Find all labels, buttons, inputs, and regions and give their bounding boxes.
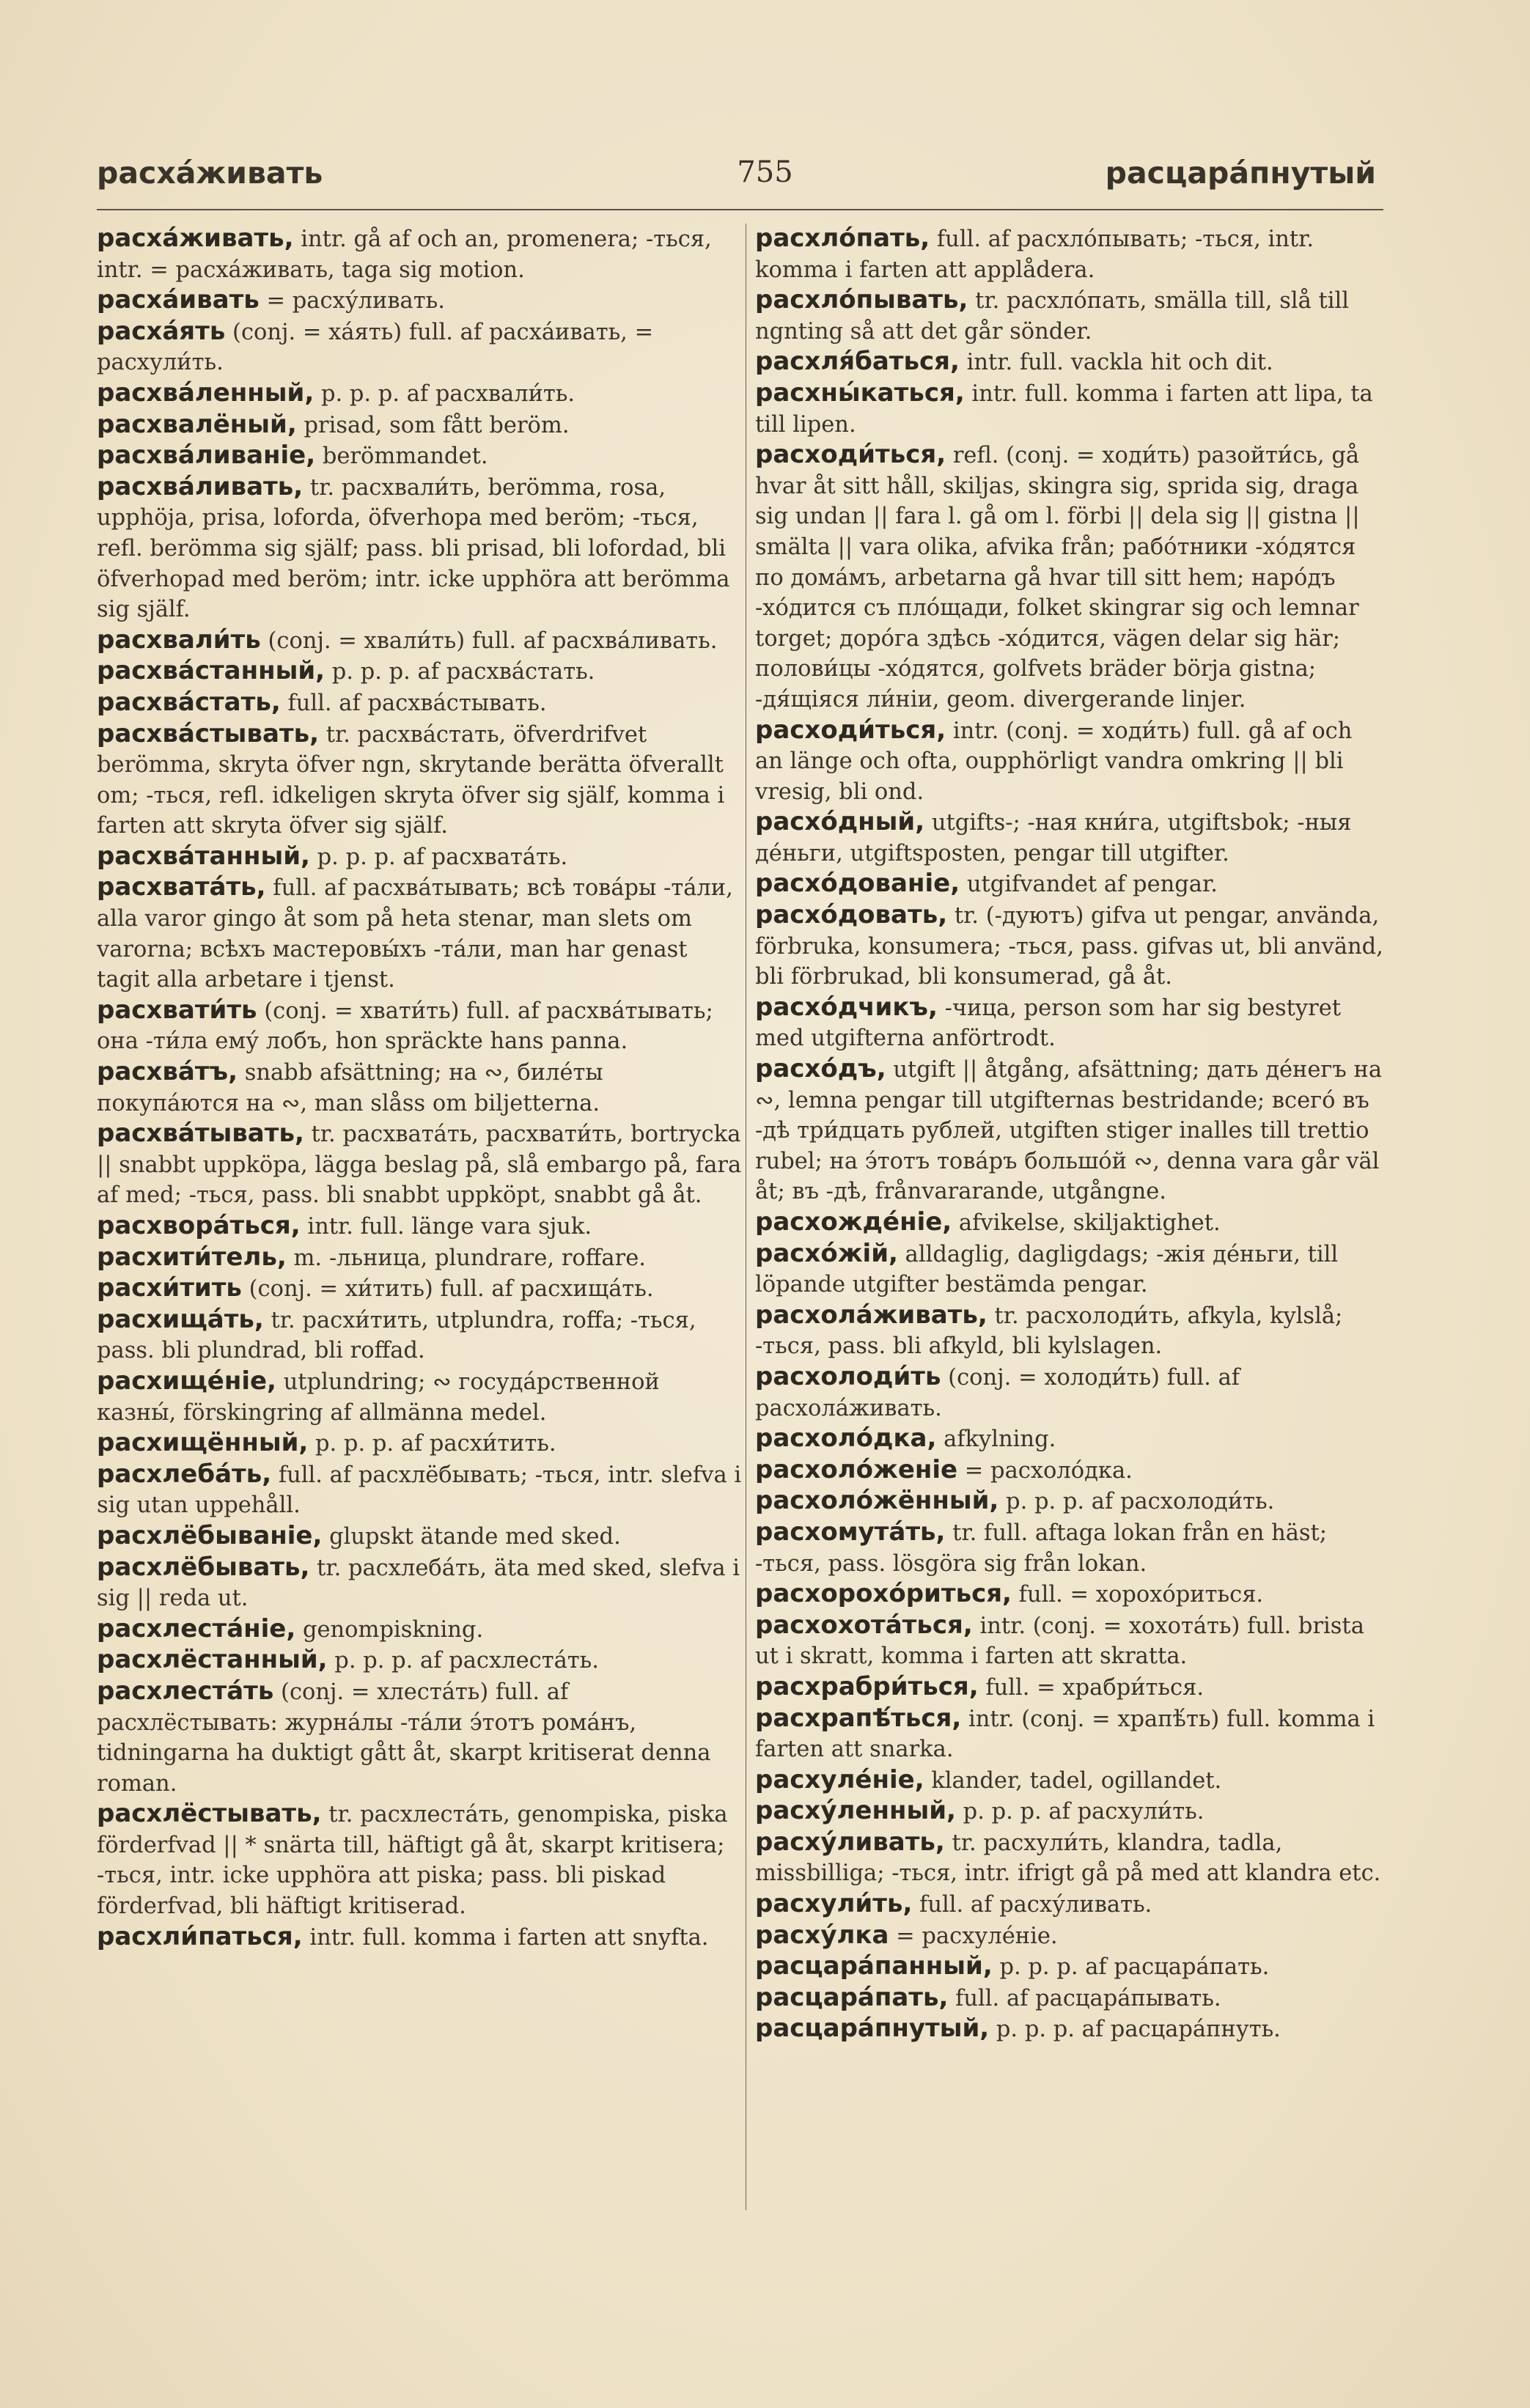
entry-definition: klander, tadel, ogillandet. [924, 1767, 1222, 1794]
dictionary-entry [97, 719, 742, 842]
dictionary-entry [755, 715, 1386, 808]
entry-definition: berömmandet. [315, 443, 488, 470]
dictionary-entry [97, 1305, 742, 1366]
dictionary-entry [97, 224, 742, 285]
entry-definition: refl. (conj. = ходи́ть) разойти́сь, gå hvar åt sitt håll, skiljas, skingra sig, sprida sig, draga sig undan || fara l. gå om l. förbi || dela sig || gistna || smälta || vara olika, afvika från; рабо́тники -хо́дятся по дома́мъ, arbetarna gå hvar till sitt hem; наро́дъ -хо́дится съ пло́щади, folket skingrar sig och lemnar torget; доро́га здѣсь -хо́дится, vägen delar sig här; полови́цы -хо́дятся, golfvets bräder börja gistna; -дя́щіяся ли́ніи, geom. divergerande linjer. [755, 443, 1360, 713]
dictionary-entry [755, 1239, 1386, 1300]
entry-headword: расхлёстывать, [97, 1799, 322, 1829]
dictionary-entry [755, 1579, 1386, 1610]
entry-definition: p. p. p. af расхлеста́ть. [327, 1648, 599, 1674]
dictionary-entry [97, 656, 742, 688]
entry-headword: расхо́дчикъ, [755, 992, 938, 1022]
dictionary-entry [755, 2014, 1386, 2045]
entry-definition: utgifts-; -ная кни́га, utgiftsbok; -ныя де́ньги, utgiftsposten, pengar till utgifter. [755, 810, 1352, 866]
entry-headword: расхлеба́ть, [97, 1459, 272, 1489]
dictionary-entry [755, 1704, 1386, 1765]
page-number: 755 [737, 155, 793, 189]
entry-definition: full. af расхлёбывать; -ться, intr. slefva i sig utan uppehåll. [97, 1462, 742, 1519]
entry-definition: full. af расхва́стывать. [280, 690, 547, 716]
entry-definition: full. = храбри́ться. [978, 1674, 1204, 1701]
dictionary-entry [755, 869, 1386, 900]
entry-headword: расхоло́дка, [755, 1424, 937, 1454]
dictionary-entry [97, 995, 742, 1057]
entry-definition: utplundring; ∾ госуда́рственной казны́, förskingring af allmänna medel. [97, 1369, 660, 1426]
dictionary-entry [97, 1428, 742, 1459]
entry-headword: расхва́ливаніе, [97, 441, 316, 471]
dictionary-entry [755, 1796, 1386, 1827]
entry-headword: расхли́паться, [97, 1921, 303, 1951]
entry-headword: расхули́ть, [755, 1889, 913, 1919]
right-column [755, 224, 1386, 2045]
entry-headword: расхва́ливать, [97, 471, 304, 501]
dictionary-entry [97, 410, 742, 441]
entry-headword: расхище́ніе, [97, 1366, 276, 1396]
entry-headword: расхожде́ніе, [755, 1207, 952, 1237]
entry-definition: tr. расхва́стать, öfverdrifvet berömma, skryta öfver ngn, skrytande berätta öfverallt om; -ться, refl. idkeligen skryta öfver sig själf, komma i farten att skryta öfver sig själf. [97, 721, 725, 839]
entry-headword: расхны́каться, [755, 378, 965, 408]
header-rule [97, 209, 1383, 210]
entry-definition: intr. full. länge vara sjuk. [300, 1214, 592, 1240]
dictionary-entry [97, 441, 742, 472]
entry-headword: расхлеста́ніе, [97, 1613, 296, 1643]
entry-definition: full. af расху́ливать. [912, 1892, 1152, 1918]
dictionary-entry [97, 1922, 742, 1954]
entry-headword: расху́лка [755, 1920, 889, 1950]
entry-definition: (conj. = холоди́ть) full. af расхола́живать. [755, 1364, 1240, 1421]
dictionary-entry [755, 1889, 1386, 1921]
entry-headword: расцара́пнутый, [755, 2014, 990, 2044]
entry-headword: расхва́тывать, [97, 1119, 304, 1149]
entry-headword: расхвора́ться, [97, 1211, 301, 1240]
entry-headword: расхвалёный, [97, 409, 297, 439]
entry-headword: расхло́пать, [755, 224, 930, 253]
entry-headword: расхо́дъ, [755, 1054, 886, 1084]
entry-definition: tr. расхвали́ть, berömma, rosa, upphöja, prisa, loforda, öfverhopa med beröm; -ться, refl. berömma sig själf; pass. bli prisad, bli lofordad, bli öfverhopad med beröm; intr. icke upphöra att berömma sig själf. [97, 474, 730, 623]
dictionary-entry [97, 1614, 742, 1646]
entry-definition: (conj. = ха́ять) full. af расха́ивать, = расхули́ть. [97, 319, 654, 376]
entry-definition: p. p. p. af расхолоди́ть. [998, 1489, 1275, 1515]
entry-headword: расхо́жій, [755, 1238, 898, 1268]
entry-headword: расцара́пать, [755, 1982, 949, 2012]
dictionary-entry [97, 1676, 742, 1799]
dictionary-entry [755, 1362, 1386, 1424]
entry-definition: afkylning. [936, 1426, 1056, 1453]
dictionary-entry [755, 1455, 1386, 1487]
dictionary-entry [97, 317, 742, 378]
entry-definition: p. p. p. af расхва́стать. [325, 659, 595, 685]
entry-definition: utgift || åtgång, afsättning; дать де́негъ на ∾, lemna pengar till utgifternas bestridande; всего́ въ -дѣ три́дцать рублей, utgiften stiger inalles till trettio rubel; на э́тотъ това́ръ большо́й ∾, denna vara går väl åt; въ -дѣ, frånvararande, utgångne. [755, 1057, 1383, 1205]
entry-headword: расхища́ть, [97, 1304, 264, 1334]
dictionary-entry [755, 1610, 1386, 1672]
entry-definition: -чица, person som har sig bestyret med utgifterna anförtrodt. [755, 995, 1342, 1052]
entry-headword: расхло́пывать, [755, 285, 968, 315]
dictionary-entry [97, 625, 742, 657]
entry-headword: расхля́баться, [755, 347, 960, 377]
entry-headword: расхрабри́ться, [755, 1671, 979, 1701]
entry-headword: расхорохо́риться, [755, 1579, 1012, 1609]
dictionary-entry [755, 1951, 1386, 1983]
dictionary-entry [97, 1211, 742, 1242]
entry-headword: расхо́дный, [755, 807, 925, 837]
dictionary-entry [755, 440, 1386, 715]
entry-headword: расхоло́женіе [755, 1454, 958, 1484]
dictionary-entry [755, 1054, 1386, 1207]
dictionary-entry [755, 1207, 1386, 1239]
dictionary-entry [755, 993, 1386, 1054]
dictionary-entry [97, 1521, 742, 1553]
entry-definition: tr. расхлеста́ть, genompiska, piska förderfvad || * snärta till, häftigt gå åt, skarpt kritisera; -ться, intr. icke upphöra att piska; pass. bli piskad förderfvad, bli häftigt kritiserad. [97, 1802, 728, 1920]
entry-headword: расцара́панный, [755, 1951, 993, 1981]
entry-definition: p. p. p. af расхули́ть. [955, 1799, 1204, 1825]
entry-definition: (conj. = хвати́ть) full. af расхва́тывать; она -ти́ла ему́ лобъ, hon spräckte hans panna. [97, 998, 713, 1055]
entry-headword: расху́ливать, [755, 1827, 945, 1857]
entry-headword: расхо́довать, [755, 900, 948, 930]
dictionary-entry [97, 1799, 742, 1921]
entry-definition: m. -льница, plundrare, roffare. [286, 1245, 646, 1271]
entry-definition: intr. full. vackla hit och dit. [959, 350, 1273, 376]
header-left-word: расха́живать [97, 155, 323, 191]
dictionary-entry [755, 1983, 1386, 2014]
entry-definition: tr. расхвата́ть, расхвати́ть, bortrycka || snabbt uppköpa, lägga beslag på, slå embargo på, fara af med; -ться, pass. bli snabbt uppköpt, snabbt gå åt. [97, 1122, 742, 1209]
dictionary-entry [755, 347, 1386, 378]
entry-headword: расхвали́ть [97, 625, 261, 655]
entry-definition: p. p. p. af расцара́пать. [992, 1954, 1270, 1981]
entry-definition: tr. расхули́ть, klandra, tadla, missbilliga; -ться, intr. ifrigt gå på med att klandra etc. [755, 1830, 1381, 1887]
entry-definition: = расху́ливать. [259, 288, 445, 314]
entry-headword: расхомута́ть, [755, 1517, 946, 1547]
entry-headword: расхити́тель, [97, 1242, 287, 1272]
entry-definition: = расхоло́дка. [957, 1457, 1133, 1484]
entry-definition: full. af расхва́тывать; всѣ това́ры -та́ли, alla varor gingo åt som på heta stenar, man slets om varorna; всѣхъ мастеровы́хъ -та́ли, man har genast tagit alla arbetare i tjenst. [97, 875, 733, 993]
dictionary-entry [97, 1057, 742, 1119]
dictionary-entry [97, 1242, 742, 1274]
entry-definition: snabb afsättning; на ∾, биле́ты покупа́ются на ∾, man slåss om biljetterna. [97, 1060, 603, 1116]
dictionary-entry [755, 1486, 1386, 1517]
entry-headword: расхва́станный, [97, 656, 326, 686]
entry-definition: (conj. = хлеста́ть) full. af расхлёстывать: журна́лы -та́ли э́тотъ рома́нъ, tidningarna ha duktigt gått åt, skarpt kritiserat denna roman. [97, 1679, 711, 1797]
dictionary-entry [755, 224, 1386, 285]
dictionary-entry [755, 1921, 1386, 1952]
entry-definition: genompiskning. [295, 1616, 484, 1643]
entry-definition: (conj. = хвали́ть) full. af расхва́ливать. [260, 627, 718, 654]
header-right-word: расцара́пнутый [1105, 155, 1376, 191]
dictionary-entry [97, 1553, 742, 1614]
entry-headword: расху́ленный, [755, 1796, 956, 1826]
entry-definition: intr. gå af och an, promenera; -ться, intr. = расха́живать, taga sig motion. [97, 227, 712, 283]
entry-headword: расхохота́ться, [755, 1610, 973, 1640]
entry-headword: расхолоди́ть [755, 1361, 941, 1391]
entry-definition: intr. full. komma i farten att snyfta. [302, 1924, 709, 1951]
entry-headword: расха́живать, [97, 224, 294, 253]
dictionary-entry [97, 872, 742, 995]
dictionary-entry [755, 807, 1386, 869]
entry-headword: расхлёбываніе, [97, 1520, 323, 1550]
entry-headword: расхлёстанный, [97, 1645, 328, 1675]
dictionary-entry [97, 1119, 742, 1211]
entry-definition: tr. расхи́тить, utplundra, roffa; -ться, pass. bli plundrad, bli roffad. [97, 1307, 696, 1364]
entry-definition: prisad, som fått beröm. [296, 412, 570, 438]
entry-definition: full. af расхло́пывать; -ться, intr. komma i farten att applådera. [755, 227, 1314, 283]
dictionary-entry [755, 1424, 1386, 1455]
left-column [97, 224, 742, 1953]
dictionary-entry [97, 378, 742, 410]
entry-definition: p. p. p. af расхвали́ть. [314, 380, 575, 407]
dictionary-entry [755, 1672, 1386, 1704]
entry-headword: расхола́живать, [755, 1300, 987, 1330]
entry-definition: p. p. p. af расцара́пнуть. [989, 2017, 1281, 2043]
entry-headword: расхуле́ніе, [755, 1764, 924, 1794]
entry-headword: расходи́ться, [755, 440, 946, 470]
dictionary-entry [755, 285, 1386, 347]
dictionary-entry [97, 472, 742, 625]
dictionary-entry [755, 1300, 1386, 1362]
entry-definition: tr. (-дуютъ) gifva ut pengar, använda, förbruka, konsumera; -ться, pass. gifvas ut, bli använd, bli förbrukad, bli konsumerad, gå åt. [755, 903, 1383, 990]
entry-headword: расхоло́жённый, [755, 1486, 999, 1516]
entry-definition: full. = хорохо́риться. [1011, 1582, 1264, 1608]
entry-definition: p. p. p. af расхвата́ть. [309, 844, 568, 870]
entry-headword: расхва́стывать, [97, 718, 320, 748]
entry-definition: tr. расхлеба́ть, äta med sked, slefva i sig || reda ut. [97, 1555, 740, 1612]
entry-headword: расха́ять [97, 316, 226, 346]
entry-definition: intr. (conj. = хохота́ть) full. brista ut i skratt, komma i farten att skratta. [755, 1613, 1364, 1670]
entry-definition: tr. расхло́пать, smälla till, slå till ngnting så att det går sönder. [755, 288, 1349, 345]
entry-definition: full. af расцара́пывать. [948, 1985, 1221, 2011]
entry-definition: alldaglig, dagligdags; -жія де́ньги, till löpande utgifter bestämda pengar. [755, 1241, 1339, 1298]
entry-headword: расхлеста́ть [97, 1676, 274, 1706]
entry-definition: afvikelse, skiljaktighet. [952, 1210, 1221, 1236]
entry-headword: расхрапѣ́ться, [755, 1703, 962, 1733]
entry-definition: tr. расхолоди́ть, afkyla, kylslå; -ться, pass. bli afkyld, bli kylslagen. [755, 1303, 1343, 1360]
dictionary-entry [97, 285, 742, 317]
entry-headword: расхва́ленный, [97, 378, 315, 408]
entry-definition: tr. full. aftaga lokan från en häst; -ться, pass. lösgöra sig från lokan. [755, 1520, 1328, 1577]
entry-headword: расхвата́ть, [97, 872, 266, 902]
entry-definition: glupskt ätande med sked. [322, 1523, 621, 1550]
entry-headword: расхва́тъ, [97, 1057, 238, 1087]
entry-definition: intr. (conj. = ходи́ть) full. gå af och an länge och ofta, oupphörligt vandra omkring || bli vresig, bli ond. [755, 718, 1353, 805]
dictionary-entry [97, 1459, 742, 1521]
dictionary-entry [755, 1517, 1386, 1579]
entry-headword: расхва́танный, [97, 841, 310, 871]
entry-headword: расхлёбывать, [97, 1552, 310, 1582]
entry-headword: расходи́ться, [755, 715, 946, 745]
entry-headword: расхва́стать, [97, 687, 281, 717]
dictionary-entry [755, 378, 1386, 440]
entry-headword: расхо́дованіе, [755, 869, 960, 899]
dictionary-entry [755, 900, 1386, 993]
entry-headword: расха́ивать [97, 285, 260, 315]
dictionary-entry [755, 1827, 1386, 1889]
entry-definition: intr. full. komma i farten att lipa, ta till lipen. [755, 380, 1373, 438]
entry-headword: расхвати́ть [97, 995, 257, 1025]
dictionary-entry [97, 1645, 742, 1676]
dictionary-entry [97, 688, 742, 719]
dictionary-entry [97, 1273, 742, 1305]
entry-definition: = расхуле́ніе. [889, 1923, 1058, 1949]
dictionary-entry [97, 842, 742, 873]
entry-definition: p. p. p. af расхи́тить. [308, 1431, 556, 1457]
entry-definition: utgifvandet af pengar. [960, 872, 1218, 898]
entry-headword: расхи́тить [97, 1273, 242, 1303]
dictionary-entry [755, 1765, 1386, 1797]
entry-definition: intr. (conj. = храпѣ́ть) full. komma i farten att snarka. [755, 1706, 1375, 1763]
entry-headword: расхищённый, [97, 1428, 309, 1458]
entry-definition: (conj. = хи́тить) full. af расхища́ть. [241, 1276, 654, 1303]
dictionary-entry [97, 1366, 742, 1428]
